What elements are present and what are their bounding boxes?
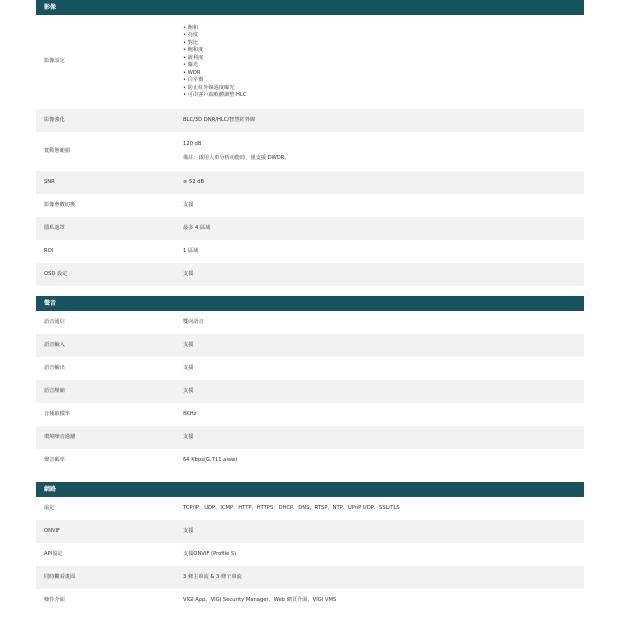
spec-label: 語音壓縮	[44, 387, 65, 394]
spec-row	[36, 520, 584, 543]
list-item: • 亮度	[183, 32, 584, 40]
spec-row	[36, 194, 584, 217]
list-item: • 可由客戶端軟體調整 HLC	[183, 92, 584, 100]
spec-label: 環境噪音過濾	[44, 433, 76, 440]
spec-row	[36, 566, 584, 589]
spec-label: API協定	[44, 550, 63, 557]
spec-value: ≥ 52 dB	[183, 178, 205, 185]
spec-label: 語音通信	[44, 318, 65, 325]
spec-value: BLC/3D DNR/HLC/智慧紅外線	[183, 116, 256, 123]
spec-label: 影像設定	[44, 58, 65, 65]
spec-value: 支援	[183, 201, 194, 208]
image-settings-list	[183, 25, 584, 100]
spec-value: 支援ONVIF (Profile S)	[183, 550, 237, 557]
spec-value	[175, 25, 584, 100]
spec-label: 寬動態範圍	[44, 147, 70, 154]
spec-label: SNR	[44, 178, 55, 185]
spec-row	[36, 311, 584, 334]
spec-row	[36, 334, 584, 357]
list-item: • 飽和度	[183, 47, 584, 55]
spec-value: 雙向語音	[183, 318, 204, 325]
spec-row	[36, 543, 584, 566]
section-header-audio: 聲音	[36, 296, 584, 311]
spec-value: 3 條主串流 & 3 條子串流	[183, 573, 242, 580]
spec-label: ROI	[44, 247, 54, 254]
spec-value: 支援	[183, 364, 194, 371]
spec-value: 支援	[183, 341, 194, 348]
spec-label: 音頻取樣率	[44, 410, 70, 417]
spec-label: OSD 設定	[44, 270, 68, 277]
wdr-note: 備註：啟用人車分析功能時，僅支援 DWDR。	[183, 154, 290, 161]
spec-label: 影像強化	[44, 116, 65, 123]
spec-value: VIGI App、VIGI Security Manager、Web 網頁介面、VIGI VMS	[183, 596, 337, 603]
spec-row	[36, 380, 584, 403]
spec-label: 操作介面	[44, 596, 65, 603]
spec-value: 8KHz	[183, 410, 197, 417]
list-item: • 銳利度	[183, 55, 584, 63]
list-item: • 對比	[183, 40, 584, 48]
spec-value: 支援	[183, 387, 194, 394]
list-item: • 防止紅外線過度曝光	[183, 85, 584, 93]
spec-label: 協定	[44, 504, 55, 511]
spec-value: 支援	[183, 433, 194, 440]
spec-value: 最多 4 區域	[183, 224, 211, 231]
spec-row	[36, 240, 584, 263]
spec-row	[36, 132, 584, 171]
list-item: • 飽和	[183, 25, 584, 33]
spec-label: 同時觀看畫面	[44, 573, 76, 580]
spec-row	[36, 217, 584, 240]
list-item: • WDR	[183, 70, 584, 78]
section-header-network: 網路	[36, 482, 584, 497]
spec-sheet	[36, 0, 584, 612]
section-header-image: 影像	[36, 0, 584, 15]
spec-value: TCP/IP、UDP、ICMP、HTTP、HTTPS、DHCP、DNS、RTSP、NTP、UPnP UDP、SSL/TLS	[183, 504, 400, 511]
spec-row	[36, 263, 584, 286]
spec-value: 支援	[183, 270, 194, 277]
spec-label: 聲音碼率	[44, 456, 65, 463]
spec-label: ONVIF	[44, 527, 61, 534]
spec-row	[36, 426, 584, 449]
spec-row	[36, 357, 584, 380]
spec-row	[36, 403, 584, 426]
spec-row	[36, 497, 584, 520]
spec-label: 語音輸入	[44, 341, 65, 348]
spec-value	[175, 141, 584, 162]
spec-row	[36, 449, 584, 472]
list-item: • 曝光	[183, 62, 584, 70]
spec-row	[36, 109, 584, 132]
spec-row-image-settings	[36, 15, 584, 109]
spec-value: 1 區域	[183, 247, 199, 254]
spec-label: 語音輸出	[44, 364, 65, 371]
list-item: • 白平衡	[183, 77, 584, 85]
wdr-value: 120 dB	[183, 141, 202, 147]
spec-value: 64 Kbps(G.711 alaw)	[183, 456, 238, 463]
spec-row	[36, 171, 584, 194]
spec-value: 支援	[183, 527, 194, 534]
spec-label: 隱私遮罩	[44, 224, 65, 231]
spec-label: 影像參數切換	[44, 201, 76, 208]
spec-row	[36, 589, 584, 612]
